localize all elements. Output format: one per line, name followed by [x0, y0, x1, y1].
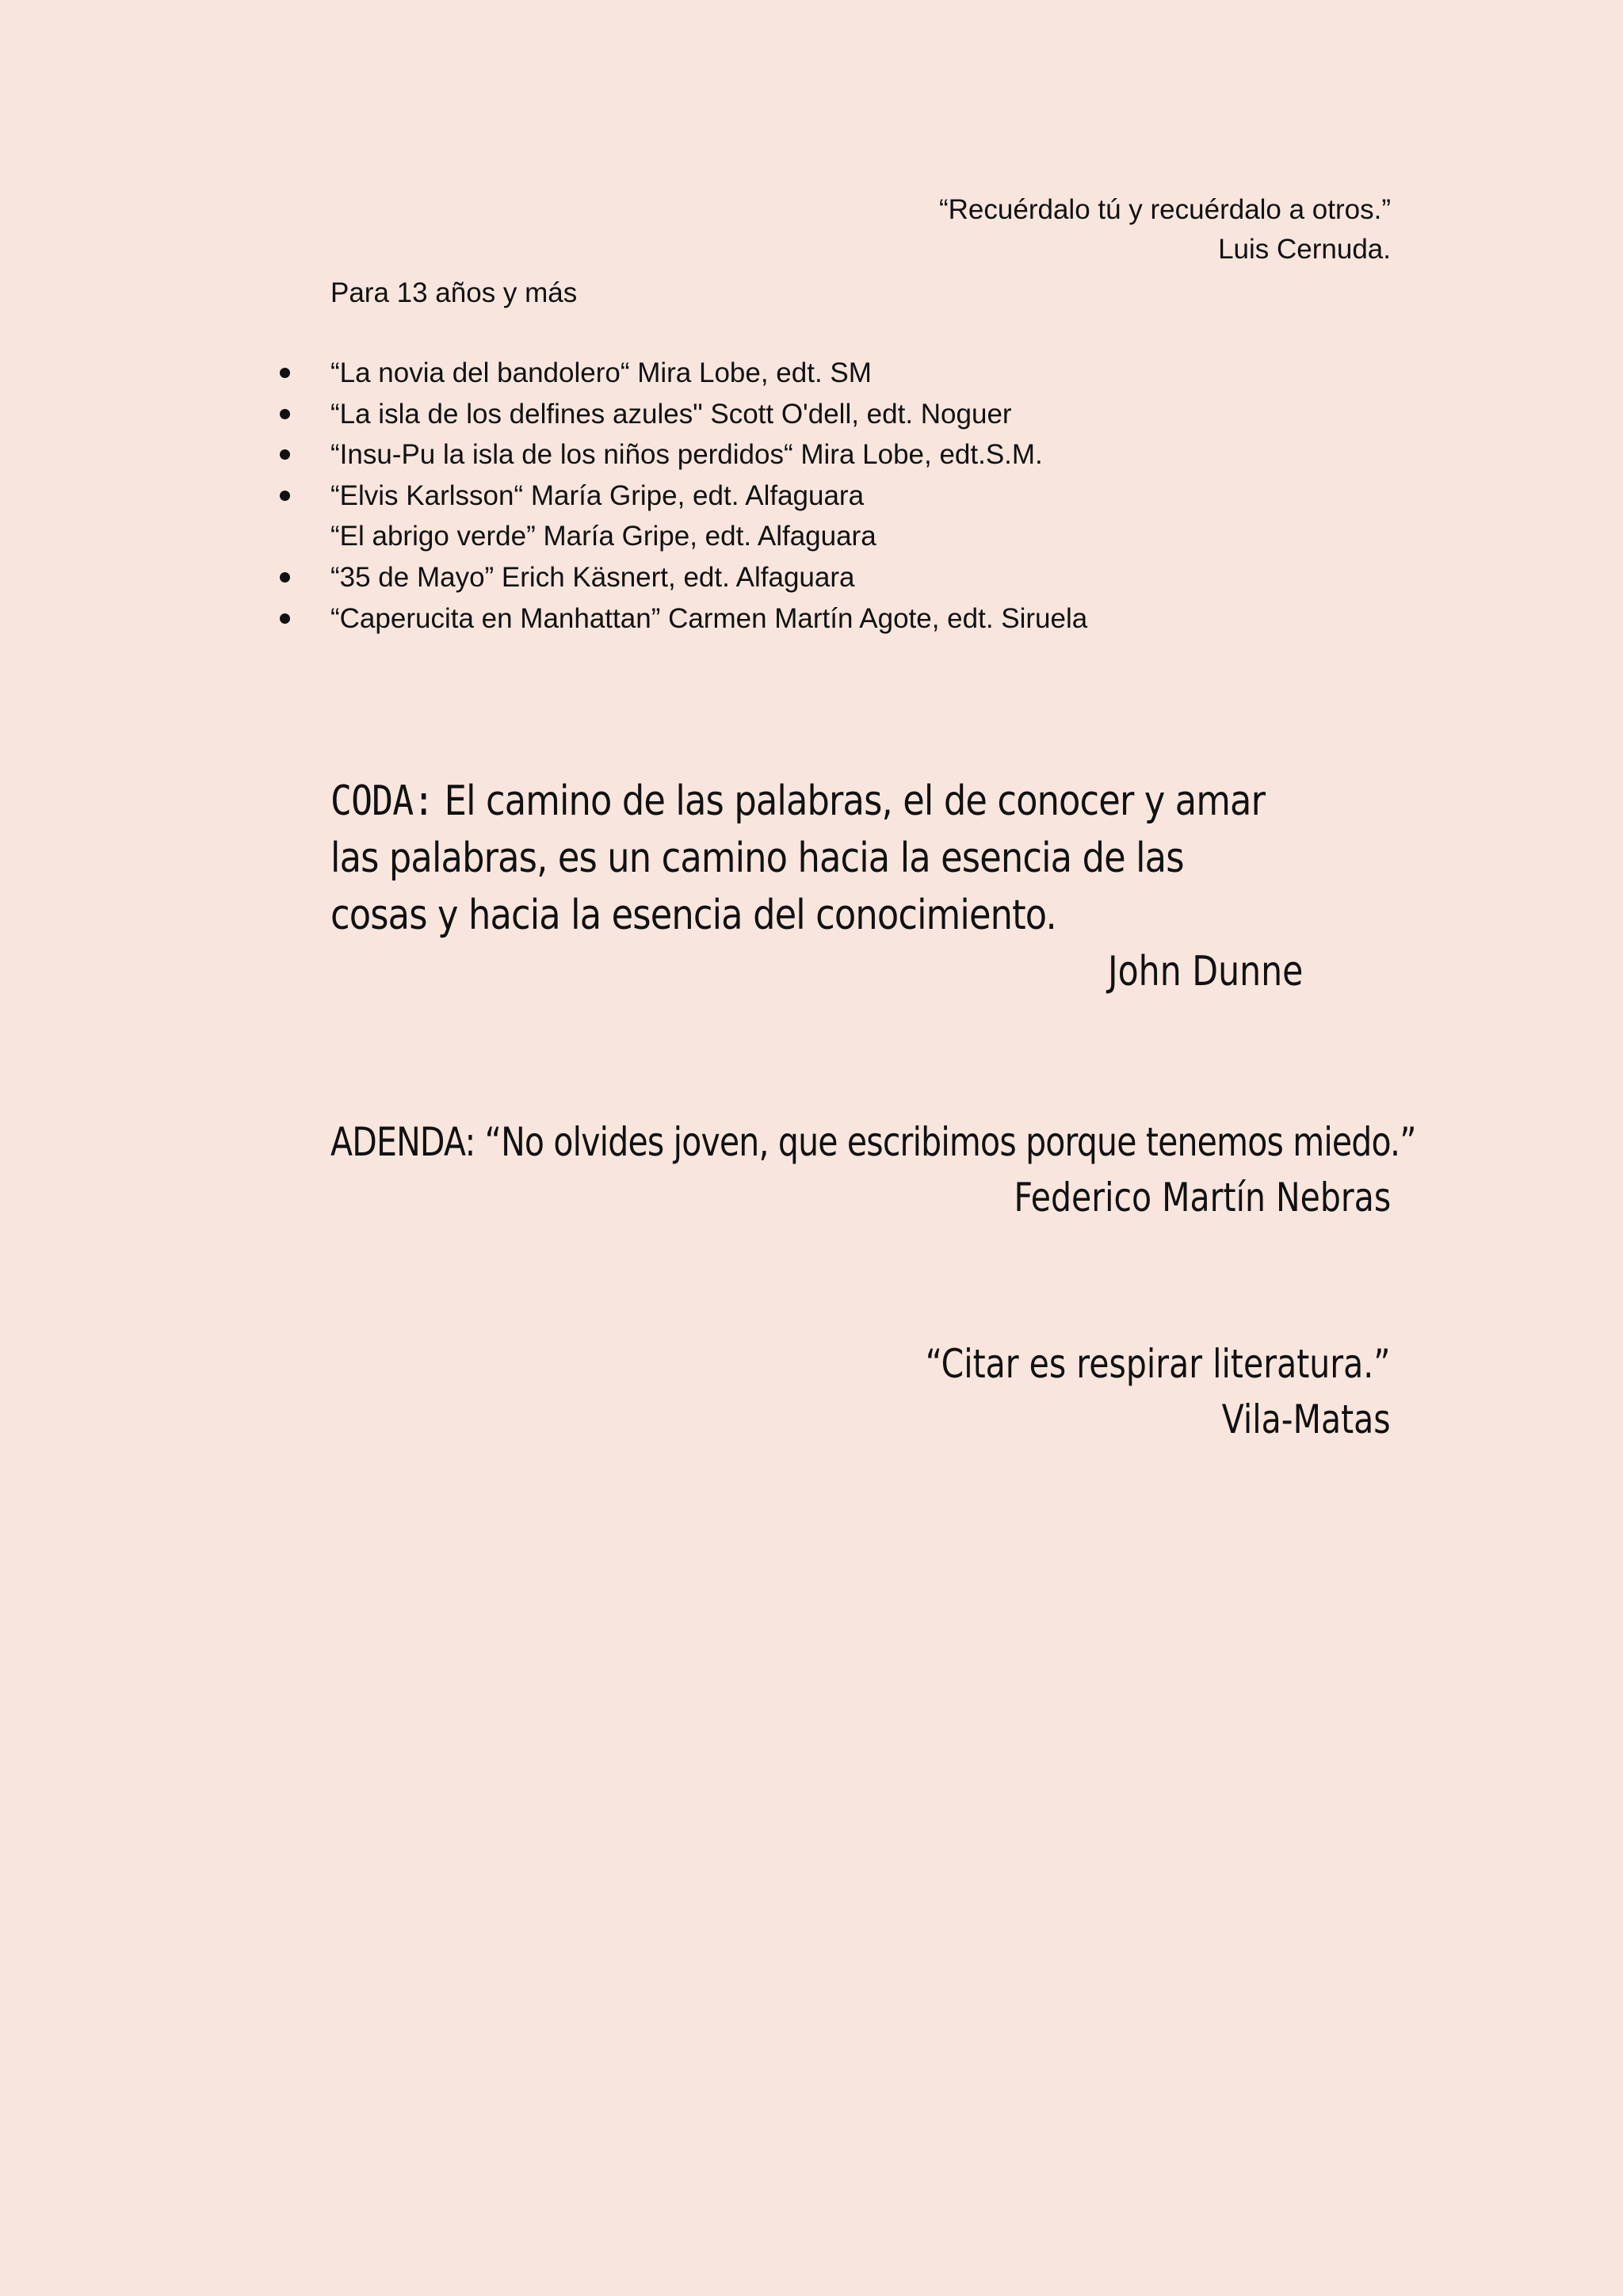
list-item: “Caperucita en Manhattan” Carmen Martín Agote, edt. Siruela: [276, 598, 1087, 640]
coda-paragraph: [330, 773, 1285, 944]
bullet-icon: [280, 368, 290, 378]
list-item: “Elvis Karlsson“ María Gripe, edt. Alfaguara: [276, 476, 1087, 517]
bullet-icon: [280, 572, 290, 583]
epigraph-author: Luis Cernuda.: [1218, 234, 1391, 265]
bullet-icon: [280, 613, 290, 624]
book-list: [276, 353, 1087, 639]
closing-quote: “Citar es respirar literatura.”: [926, 1341, 1391, 1387]
list-item: “Insu-Pu la isla de los niños perdidos“ Mira Lobe, edt.S.M.: [276, 434, 1087, 476]
list-item: “35 de Mayo” Erich Käsnert, edt. Alfaguara: [276, 557, 1087, 598]
bullet-icon: [280, 409, 290, 419]
list-item: “La isla de los delfines azules" Scott O'dell, edt. Noguer: [276, 394, 1087, 435]
epigraph: [939, 190, 1391, 269]
list-item: “La novia del bandolero“ Mira Lobe, edt. SM: [276, 353, 1087, 394]
coda-label: CODA:: [330, 777, 434, 825]
coda-author: John Dunne: [1108, 948, 1304, 995]
bullet-icon: [280, 491, 290, 501]
closing-author: Vila-Matas: [1222, 1396, 1391, 1442]
adenda-author: Federico Martín Nebras: [1014, 1175, 1391, 1221]
epigraph-quote: “Recuérdalo tú y recuérdalo a otros.”: [939, 194, 1391, 225]
coda-text: El camino de las palabras, el de conocer y amar las palabras, es un camino hacia la esencia de las cosas y hacia la esencia del conocimiento.: [330, 777, 1266, 939]
audience-heading: Para 13 años y más: [330, 277, 578, 308]
bullet-icon: [280, 449, 290, 460]
adenda-quote: ADENDA: “No olvides joven, que escribimos porque tenemos miedo.”: [330, 1119, 1416, 1165]
list-item: “El abrigo verde” María Gripe, edt. Alfaguara: [330, 521, 876, 552]
